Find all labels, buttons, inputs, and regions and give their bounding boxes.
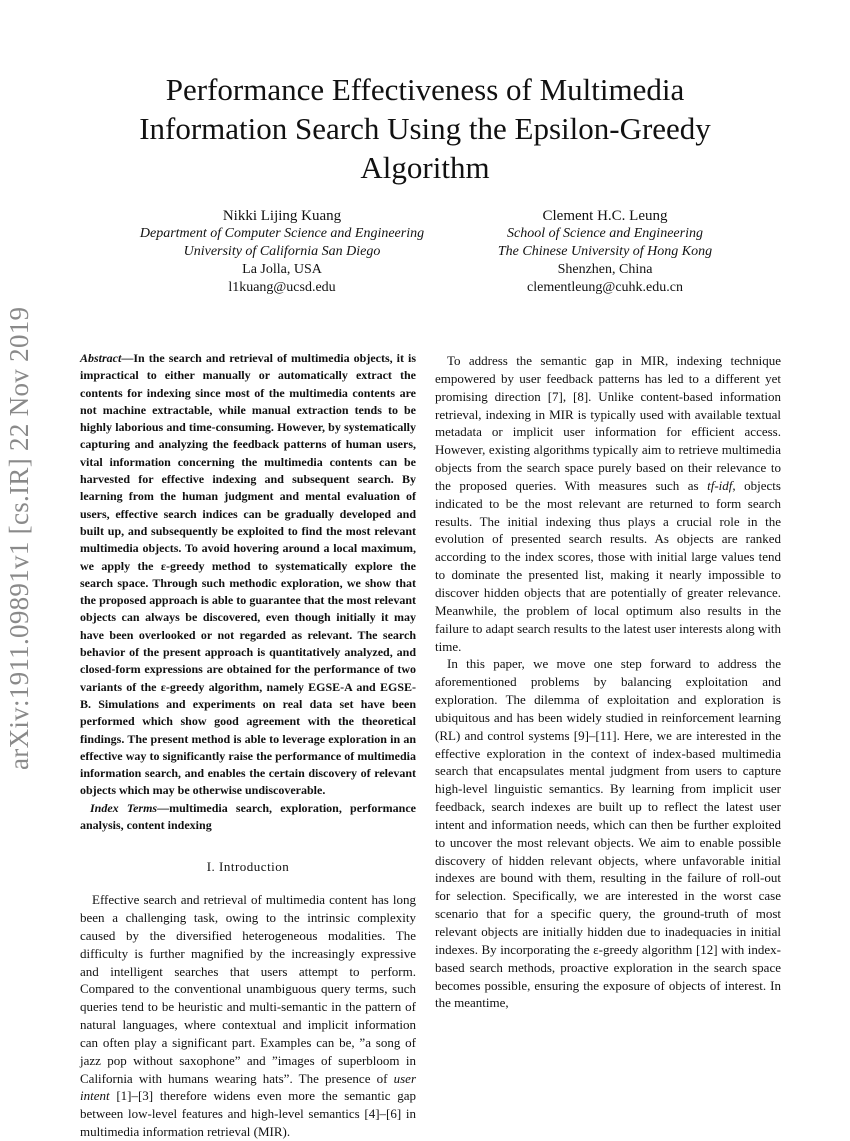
author-name: Nikki Lijing Kuang <box>222 208 342 224</box>
intro-paragraph-3: In this paper, we move one step forward to address the aforementioned problems by balancing exploitation and exploration. The dilemma of exploitation and exploration is ubiquitous and has been widely studied in reinforcement learning (RL) and control systems [9]–[11]. Here, we are interested in the effective exploration in the context of index-based multimedia search that encapsulates mental judgment from users to capture high-level linguistic semantics. By learning from implicit user feedback, search indexes are built up to reflect the latest user intent and information needs, which can then be further exploited to uncover the most relevant objects. We aim to enable possible discovery of hidden relevant objects, where unfavorable initial indexes are bound with them, resulting in the failure of roll-out for selection. Specifically, we are interested in the worst case scenario that for a specific query, the ground-truth of most relevant objects are initially hidden due to inadequacies in initial indexes. By incorporating the ε-greedy algorithm [12] with index-based search methods, proactive exploration in the search space becomes possible, ensuring the exposure of objects of interest. In the meantime, <box>435 656 781 1011</box>
right-column <box>435 352 781 1012</box>
arxiv-identifier-stamp: arXiv:1911.09891v1 [cs.IR] 22 Nov 2019 <box>4 306 34 770</box>
intro-p1-text-cont: [1]–[3] therefore widens even more the semantic gap between low-level features and high-level semantics [4]–[6] in multimedia information retrieval (MIR). <box>80 1088 416 1140</box>
section-heading-introduction: I. Introduction <box>206 859 290 875</box>
author-institution: University of California San Diego <box>183 244 381 259</box>
index-terms-text: multimedia search, exploration, performance analysis, content indexing <box>80 800 416 833</box>
intro-p1-text: Effective search and retrieval of multimedia content has long been a challenging task, owing to the intrinsic complexity caused by the diversified heterogeneous modalities. The difficulty is further magnified by the increasingly expressive and intelligent searches that users attempt to perform. Compared to the conventional unambiguous query terms, such queries tend to be heuristic and multi-semantic in the pattern of natural languages, where contextual and implicit information can often play a significant part. Examples can be, ”a song of jazz pop without saxophone” and ”images of superbloom in California with humans wearing hats”. The presence of <box>80 892 416 1086</box>
author-department: Department of Computer Science and Engineering <box>139 226 425 241</box>
left-column <box>80 350 416 1141</box>
abstract <box>80 350 416 800</box>
index-terms-label: Index Terms — <box>90 801 169 815</box>
intro-p2-emphasis: tf-idf <box>707 477 733 493</box>
author-email: clementleung@cuhk.edu.cn <box>527 280 683 295</box>
abstract-label: Abstract — <box>80 351 133 365</box>
author-location: Shenzhen, China <box>557 262 653 277</box>
intro-p1-emphasis: user intent <box>80 1070 416 1104</box>
intro-paragraph-1 <box>80 891 416 1141</box>
author-block <box>112 207 452 297</box>
author-department: School of Science and Engineering <box>507 226 703 241</box>
abstract-text: In the search and retrieval of multimedia objects, it is impractical to either manually or automatically extract the contents for indexing since most of the multimedia contents are not machine extractable, while manual extraction tends to be highly laborious and time-consuming. However, by systematically capturing and analyzing the feedback patterns of human users, vital information concerning the multimedia contents can be harvested for effective indexing and subsequent search. By learning from the human judgment and mental evaluation of users, effective search indices can be gradually developed and built up, and subsequently be exploited to find the most relevant multimedia objects. To avoid hovering around a local maximum, we apply the ε-greedy method to systematically explore the search space. Through such methodic exploration, we show that the proposed approach is able to guarantee that the most relevant objects can always be discovered, even though initially it may have been overlooked or not regarded as relevant. The search behavior of the present approach is quantitatively analyzed, and closed-form expressions are obtained for the performance of two variants of the ε-greedy algorithm, namely EGSE-A and EGSE-B. Simulations and experiments on real data set have been performed which show good agreement with the theoretical findings. The present method is able to leverage exploration in an effective way to significantly raise the performance of multimedia information search, and enables the certain discovery of relevant objects which may be otherwise undiscoverable. <box>80 351 416 798</box>
author-block <box>440 207 770 297</box>
paper-title: Performance Effectiveness of Multimedia Information Search Using the Epsilon-Greedy Algorithm <box>139 72 711 185</box>
author-location: La Jolla, USA <box>242 262 322 277</box>
author-email: l1kuang@ucsd.edu <box>228 280 336 295</box>
intro-p2-text: To address the semantic gap in MIR, indexing technique empowered by user feedback patterns has led to a different yet promising direction [7], [8]. Unlike content-based information retrieval, indexing in MIR is typically used with available textual metadata or implicit user information for efficient access. However, existing algorithms typically aim to retrieve multimedia objects from the search space purely based on their relevance to the proposed queries. With measures such as <box>435 353 781 493</box>
author-institution: The Chinese University of Hong Kong <box>497 244 713 259</box>
intro-p2-text-cont: , objects indicated to be the most relevant are returned to form search results. The initial indexing thus plays a crucial role in the evolution of presented search results. As objects are ranked according to the index scores, those with initial large values tend to dominate the presented list, making it nearly impossible to discover hidden objects that are potentially of greater relevance. Meanwhile, the problem of local optimum also results in the failure to adapt search results to the latest user interests along with time. <box>435 477 781 654</box>
intro-paragraph-2 <box>435 352 781 655</box>
index-terms <box>80 800 416 835</box>
author-name: Clement H.C. Leung <box>542 208 668 224</box>
